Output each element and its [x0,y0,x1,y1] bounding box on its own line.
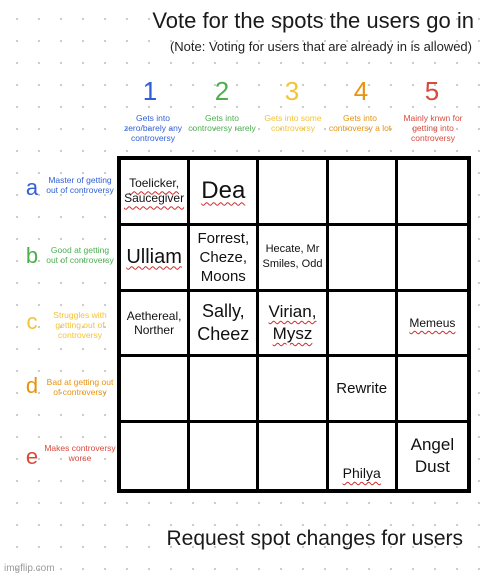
cell-b4[interactable] [329,226,398,292]
cell-c4[interactable] [329,292,398,358]
cell-c3[interactable] [259,292,328,358]
row-desc-b: Good at getting out of controversy [46,245,114,265]
cell-d3[interactable] [259,357,328,423]
cell-d4-text: Rewrite [336,380,388,398]
row-desc-a: Master of getting out of controversy [46,175,114,195]
cell-e2[interactable] [190,423,259,489]
cell-e5[interactable] [398,423,467,489]
cell-e4[interactable] [329,423,398,489]
watermark: imgflip.com [4,563,55,574]
cell-d5[interactable] [398,357,467,423]
cell-a5[interactable] [398,160,467,226]
column-number-4: 4 [353,76,369,106]
row-desc-e: Makes controversy worse [44,443,116,463]
cell-a2[interactable] [190,160,259,226]
cell-c2-text: Sally, Cheez [197,300,250,344]
cell-b2-text: Forrest, Cheze, Moons [197,229,250,285]
cell-d4[interactable] [329,357,398,423]
row-letter-d: d [25,373,39,398]
tier-grid [117,156,471,493]
column-number-1: 1 [142,76,158,106]
row-letter-b: b [25,243,39,268]
cell-c2[interactable] [190,292,259,358]
row-letter-e: e [25,444,39,469]
cell-b5[interactable] [398,226,467,292]
cell-a1-text: Toelicker, Saucegiver [124,176,185,206]
cell-c1-text: Aethereal, Norther [126,308,182,337]
cell-d2[interactable] [190,357,259,423]
column-desc-4: Gets into controversy a lot [328,113,392,133]
page-title: Vote for the spots the users go in [152,8,474,33]
cell-a2-text: Dea [201,177,246,205]
cell-a1[interactable] [121,160,190,226]
cell-e3[interactable] [259,423,328,489]
cell-c5[interactable] [398,292,467,358]
column-desc-3: Gets into some controversy [264,113,322,133]
column-desc-1: Gets into zero/barely any controversy [123,113,183,143]
cell-b1-text: Ulliam [126,245,182,268]
cell-a3[interactable] [259,160,328,226]
column-desc-5: Mainly knwn for getting into controversy [403,113,463,143]
cell-c1[interactable] [121,292,190,358]
cell-c5-text: Memeus [409,315,456,330]
cell-b2[interactable] [190,226,259,292]
cell-c3-text: Virian, Mysz [268,301,317,343]
voting-note: (Note: Voting for users that are already in is allowed) [169,39,472,54]
row-desc-d: Bad at getting out of controversy [46,377,114,397]
cell-e1[interactable] [121,423,190,489]
cell-b1[interactable] [121,226,190,292]
cell-d1[interactable] [121,357,190,423]
cell-e5-text: Angel Dust [410,435,455,477]
request-changes-footer: Request spot changes for users [166,527,463,550]
cell-b3-text: Hecate, Mr Smiles, Odd [262,243,323,271]
row-desc-c: Struggles with getting out of controversy [53,310,107,340]
cell-e4-text: Philya [342,465,381,481]
column-number-3: 3 [284,76,300,106]
cell-b3[interactable] [259,226,328,292]
column-number-5: 5 [424,76,440,106]
row-letter-a: a [25,175,39,200]
cell-a4[interactable] [329,160,398,226]
row-letter-c: c [26,309,38,334]
column-desc-2: Gets into controversy rarely [188,113,256,133]
column-number-2: 2 [214,76,230,106]
